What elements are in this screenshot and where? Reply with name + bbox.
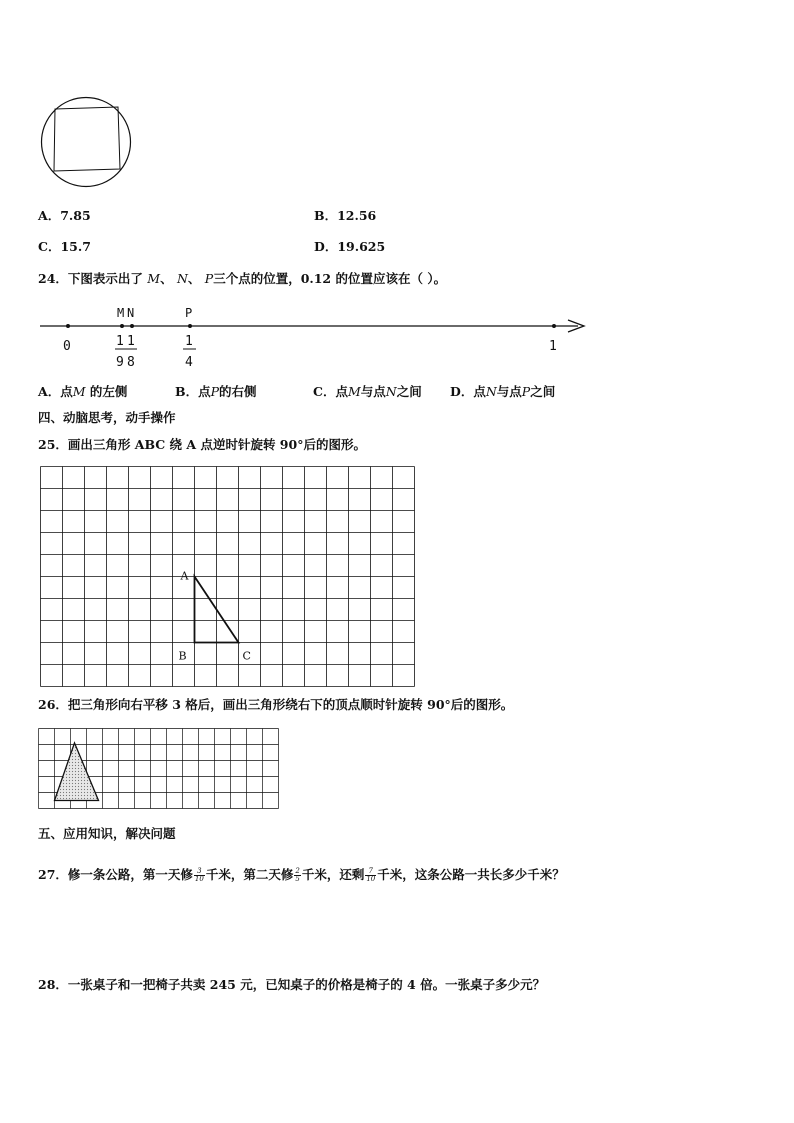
shaded-triangle (55, 743, 99, 801)
label-zero: 0 (63, 339, 71, 354)
q24-option-a: A．点M 的左侧 (38, 384, 128, 399)
question-28: 28．一张桌子和一把椅子共卖 245 元，已知桌子的价格是椅子的 4 倍。一张桌子多少元？ (38, 977, 546, 992)
point-n (130, 324, 134, 328)
frac-n-den: 8 (127, 355, 135, 370)
rotation-grid (40, 466, 418, 681)
translation-grid (38, 728, 280, 816)
option-d: D．19.625 (314, 239, 386, 254)
frac-p-den: 4 (185, 355, 193, 370)
vertex-label-c: C (242, 649, 251, 663)
point-m (120, 324, 124, 328)
point-one (552, 324, 556, 328)
frac-n-num: 1 (127, 334, 135, 349)
q24-option-d: D．点N与点P之间 (450, 384, 556, 399)
point-zero (66, 324, 70, 328)
number-line (38, 300, 590, 376)
section-5-heading: 五、应用知识，解决问题 (38, 826, 176, 841)
label-n: N (127, 306, 135, 320)
point-p (188, 324, 192, 328)
q24-option-b: B．点P的右侧 (175, 384, 257, 399)
frac-m-den: 9 (116, 355, 124, 370)
question-25: 25．画出三角形 ABC 绕 A 点逆时针旋转 90°后的图形。 (38, 437, 366, 452)
vertex-label-a: A (180, 569, 189, 583)
question-24: 24．下图表示出了 M、 N、 P三个点的位置，0.12 的位置应该在（ ）。 (38, 271, 447, 286)
label-p: P (185, 306, 193, 320)
circle-square-figure (40, 96, 132, 188)
fraction-7-10: $\frac{7}{10}$ (366, 867, 376, 883)
vertex-label-b: B (178, 649, 187, 663)
fraction-2-5: $\frac{2}{5}$ (295, 867, 300, 883)
q24-option-c: C．点M与点N之间 (313, 384, 422, 399)
label-one: 1 (549, 339, 557, 354)
question-27: 27．修一条公路，第一天修 $\frac{3}{10}$ 千米，第二天修 $\frac{2}{5}$ 千米，还剩 $\frac{7}{10}$ 千米，这条公路一共长多少千米？ (38, 867, 565, 883)
section-4-heading: 四、动脑思考，动手操作 (38, 410, 176, 425)
option-c: C．15.7 (38, 239, 91, 254)
frac-m-num: 1 (116, 334, 124, 349)
fraction-3-10: $\frac{3}{10}$ (194, 867, 204, 883)
label-m: M (117, 306, 125, 320)
option-b: B．12.56 (314, 208, 377, 223)
question-26: 26．把三角形向右平移 3 格后，画出三角形绕右下的顶点顺时针旋转 90°后的图形。 (38, 697, 514, 712)
option-a: A．7.85 (38, 208, 91, 223)
frac-p-num: 1 (185, 334, 193, 349)
